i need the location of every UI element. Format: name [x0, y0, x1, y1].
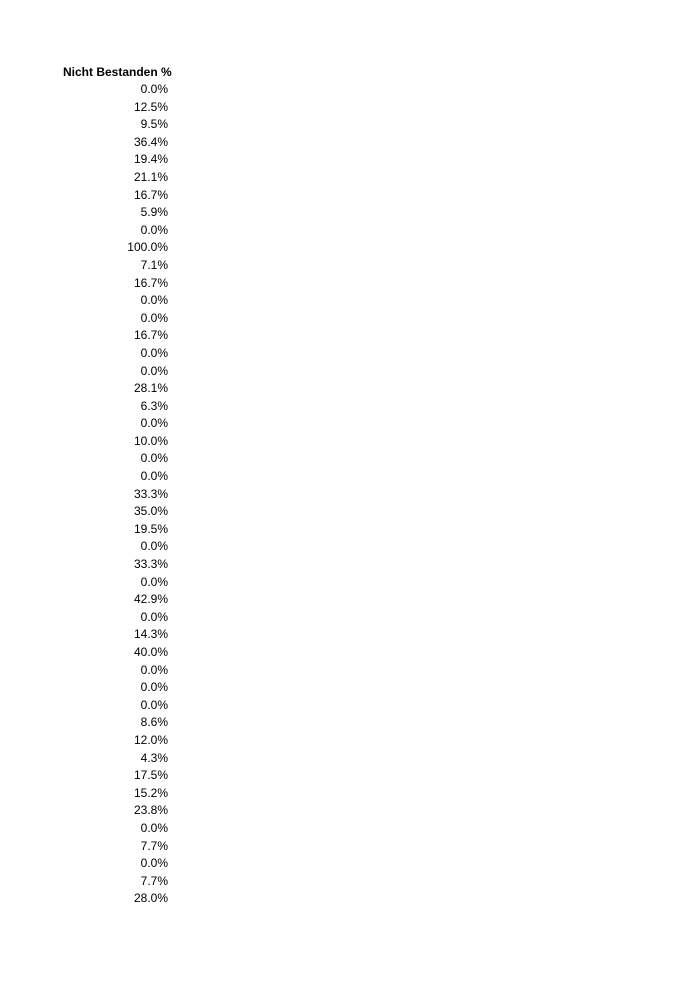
value-cell: 36.4% [133, 134, 168, 149]
value-cell: 7.7% [140, 873, 168, 888]
column-header: Nicht Bestanden % [63, 65, 172, 79]
value-cell: 14.3% [133, 627, 168, 642]
value-cell: 7.1% [140, 257, 168, 272]
nicht-bestanden-column [60, 63, 172, 908]
value-cell: 0.0% [140, 574, 168, 589]
value-cell: 15.2% [133, 785, 168, 800]
value-cell: 0.0% [140, 539, 168, 554]
value-cell: 19.5% [133, 521, 168, 536]
value-cell: 40.0% [133, 645, 168, 659]
value-cell: 8.6% [140, 715, 168, 730]
value-cell: 0.0% [140, 662, 168, 677]
value-cell: 35.0% [133, 504, 168, 519]
value-list [60, 81, 168, 908]
value-cell: 33.3% [133, 486, 168, 501]
value-cell: 12.5% [133, 99, 168, 114]
value-cell: 7.7% [140, 838, 168, 853]
value-cell: 28.1% [133, 381, 168, 396]
value-cell: 33.3% [133, 557, 168, 572]
value-cell: 0.0% [140, 82, 168, 96]
value-cell: 4.3% [140, 750, 168, 765]
value-cell: 0.0% [140, 820, 168, 835]
value-cell: 0.0% [140, 609, 168, 624]
value-cell: 23.8% [133, 803, 168, 818]
value-cell: 9.5% [140, 117, 168, 132]
value-cell: 28.0% [133, 891, 168, 906]
value-cell: 0.0% [140, 363, 168, 378]
value-cell: 0.0% [140, 293, 168, 308]
value-cell: 100.0% [127, 240, 168, 255]
value-cell: 16.7% [133, 275, 168, 290]
value-cell: 21.1% [133, 169, 168, 184]
value-cell: 19.4% [133, 152, 168, 167]
value-cell: 5.9% [140, 205, 168, 220]
value-cell: 42.9% [133, 592, 168, 607]
value-cell: 0.0% [140, 345, 168, 360]
value-cell: 0.0% [140, 697, 168, 712]
value-cell: 10.0% [133, 433, 168, 448]
value-cell: 0.0% [140, 469, 168, 484]
value-cell: 12.0% [133, 732, 168, 747]
value-cell: 0.0% [140, 222, 168, 237]
value-cell: 6.3% [140, 398, 168, 413]
value-cell: 16.7% [133, 328, 168, 343]
value-cell: 0.0% [140, 680, 168, 695]
value-cell: 0.0% [140, 416, 168, 431]
value-cell: 17.5% [133, 768, 168, 783]
value-cell: 0.0% [140, 310, 168, 325]
value-cell: 16.7% [133, 187, 168, 202]
value-cell: 0.0% [140, 856, 168, 871]
value-cell: 0.0% [140, 451, 168, 466]
